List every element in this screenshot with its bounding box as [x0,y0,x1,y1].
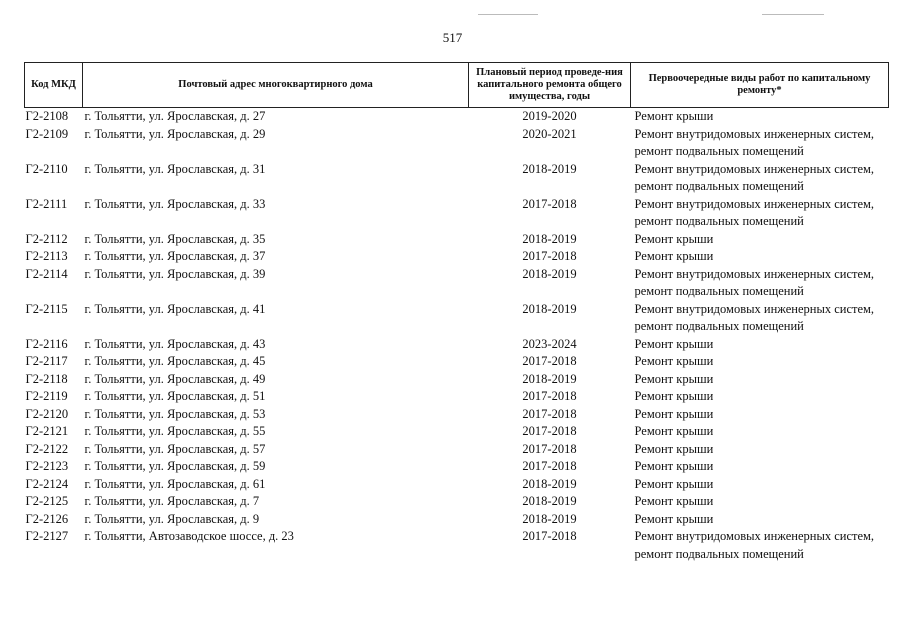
work-line: Ремонт внутридомовых инженерных систем, [634,301,875,316]
cell-period: 2018-2019 [522,511,577,526]
table-row [25,388,889,406]
work-line: ремонт подвальных помещений [634,179,804,193]
cell-code: Г2-2119 [25,389,68,403]
cell-address: г. Тольятти, ул. Ярославская, д. 35 [84,231,266,246]
cell-period: 2018-2019 [522,161,577,176]
work-line: Ремонт крыши [634,231,714,246]
cell-address: г. Тольятти, ул. Ярославская, д. 43 [84,336,266,351]
cell-address: г. Тольятти, ул. Ярославская, д. 9 [84,511,260,526]
work-line: Ремонт крыши [634,371,714,386]
cell-code: Г2-2127 [25,529,69,543]
table-row [25,528,889,563]
cell-code: Г2-2111 [25,196,68,211]
work-line: Ремонт крыши [634,476,714,491]
capital-repair-table [24,62,889,563]
work-line: Ремонт внутридомовых инженерных систем, [634,161,875,176]
cell-period: 2017-2018 [522,529,577,543]
table-row [25,231,889,249]
cell-code: Г2-2120 [25,406,69,421]
cell-period: 2017-2018 [522,389,577,403]
cell-work [631,231,889,249]
cell-code: Г2-2113 [25,249,68,263]
cell-code: Г2-2125 [25,494,69,508]
cell-address: г. Тольятти, ул. Ярославская, д. 31 [84,161,266,176]
cell-work [631,353,889,371]
work-line: Ремонт крыши [634,389,714,403]
cell-period: 2018-2019 [522,494,577,508]
work-line: Ремонт внутридомовых инженерных систем, [634,196,875,211]
cell-work [631,161,889,196]
cell-work [631,476,889,494]
work-line: Ремонт крыши [634,441,714,456]
cell-address: г. Тольятти, ул. Ярославская, д. 45 [84,354,266,368]
cell-period: 2023-2024 [522,336,577,351]
cell-address: г. Тольятти, ул. Ярославская, д. 51 [84,389,266,403]
table-row [25,353,889,371]
table-header-row [25,63,889,108]
header-period: Плановый период проведе-ния капитального ремонта общего имущества, годы [469,63,631,108]
cell-period: 2019-2020 [522,109,577,123]
table-row [25,266,889,301]
cell-address: г. Тольятти, ул. Ярославская, д. 49 [84,371,266,386]
cell-code: Г2-2109 [25,126,69,141]
cell-period: 2017-2018 [522,249,577,263]
table-row [25,493,889,511]
work-line: ремонт подвальных помещений [634,284,804,298]
cell-period: 2017-2018 [522,441,577,456]
table-row [25,196,889,231]
work-line: Ремонт внутридомовых инженерных систем, [634,266,875,281]
cell-work [631,196,889,231]
table-row [25,248,889,266]
work-line: Ремонт крыши [634,406,714,421]
page-number: 517 [442,30,463,45]
scan-artifact-line [762,14,824,15]
table-row [25,476,889,494]
cell-work [631,423,889,441]
cell-work [631,301,889,336]
cell-work [631,126,889,161]
cell-code: Г2-2121 [25,424,69,438]
cell-period: 2017-2018 [522,406,577,421]
cell-period: 2018-2019 [522,266,577,281]
cell-code: Г2-2116 [25,336,68,351]
table-row [25,458,889,476]
cell-work [631,493,889,511]
scan-artifact-line [478,14,538,15]
work-line: Ремонт крыши [634,459,714,473]
cell-address: г. Тольятти, ул. Ярославская, д. 27 [84,109,266,123]
cell-code: Г2-2110 [25,161,68,176]
header-work: Первоочередные виды работ по капитальному ремонту* [631,63,889,108]
work-line: Ремонт крыши [634,354,714,368]
cell-code: Г2-2112 [25,231,68,246]
work-line: Ремонт крыши [634,424,714,438]
work-line: ремонт подвальных помещений [634,144,804,158]
table-row [25,406,889,424]
cell-address: г. Тольятти, ул. Ярославская, д. 55 [84,424,266,438]
work-line: Ремонт крыши [634,511,714,526]
cell-code: Г2-2114 [25,266,68,281]
cell-address: г. Тольятти, ул. Ярославская, д. 53 [84,406,266,421]
cell-work [631,336,889,354]
cell-work [631,388,889,406]
work-line: Ремонт крыши [634,249,714,263]
cell-code: Г2-2115 [25,301,68,316]
cell-work [631,371,889,389]
cell-work [631,266,889,301]
cell-code: Г2-2126 [25,511,69,526]
cell-address: г. Тольятти, ул. Ярославская, д. 57 [84,441,266,456]
cell-period: 2017-2018 [522,196,577,211]
table-row [25,441,889,459]
work-line: Ремонт крыши [634,109,714,123]
cell-code: Г2-2124 [25,476,69,491]
table-row [25,423,889,441]
cell-period: 2018-2019 [522,231,577,246]
work-line: Ремонт крыши [634,494,714,508]
cell-period: 2020-2021 [522,126,577,141]
cell-work [631,441,889,459]
cell-period: 2017-2018 [522,424,577,438]
cell-work [631,511,889,529]
cell-period: 2018-2019 [522,476,577,491]
cell-work [631,248,889,266]
cell-code: Г2-2117 [25,354,68,368]
cell-address: г. Тольятти, ул. Ярославская, д. 39 [84,266,266,281]
cell-address: г. Тольятти, ул. Ярославская, д. 37 [84,249,266,263]
table-row [25,161,889,196]
cell-period: 2018-2019 [522,301,577,316]
cell-code: Г2-2123 [25,459,69,473]
cell-work [631,108,889,126]
cell-code: Г2-2108 [25,109,69,123]
header-code: Код МКД [25,63,83,108]
cell-address: г. Тольятти, ул. Ярославская, д. 7 [84,494,260,508]
work-line: Ремонт внутридомовых инженерных систем, [634,126,875,141]
cell-work [631,458,889,476]
cell-address: г. Тольятти, Автозаводское шоссе, д. 23 [84,529,294,543]
cell-address: г. Тольятти, ул. Ярославская, д. 41 [84,301,266,316]
cell-work [631,528,889,563]
table-row [25,126,889,161]
cell-period: 2018-2019 [522,371,577,386]
work-line: ремонт подвальных помещений [634,214,804,228]
table-row [25,301,889,336]
work-line: Ремонт крыши [634,336,714,351]
cell-address: г. Тольятти, ул. Ярославская, д. 61 [84,476,266,491]
cell-code: Г2-2118 [25,371,68,386]
table-body [25,108,889,564]
work-line: ремонт подвальных помещений [634,319,804,333]
cell-period: 2017-2018 [522,354,577,368]
work-line: ремонт подвальных помещений [634,546,804,561]
table-row [25,336,889,354]
table-row [25,511,889,529]
table-row [25,108,889,126]
work-line: Ремонт внутридомовых инженерных систем, [634,529,875,543]
cell-address: г. Тольятти, ул. Ярославская, д. 33 [84,196,266,211]
cell-period: 2017-2018 [522,459,577,473]
cell-address: г. Тольятти, ул. Ярославская, д. 59 [84,459,266,473]
cell-work [631,406,889,424]
cell-code: Г2-2122 [25,441,69,456]
table-row [25,371,889,389]
cell-address: г. Тольятти, ул. Ярославская, д. 29 [84,126,266,141]
header-address: Почтовый адрес многоквартирного дома [83,63,469,108]
